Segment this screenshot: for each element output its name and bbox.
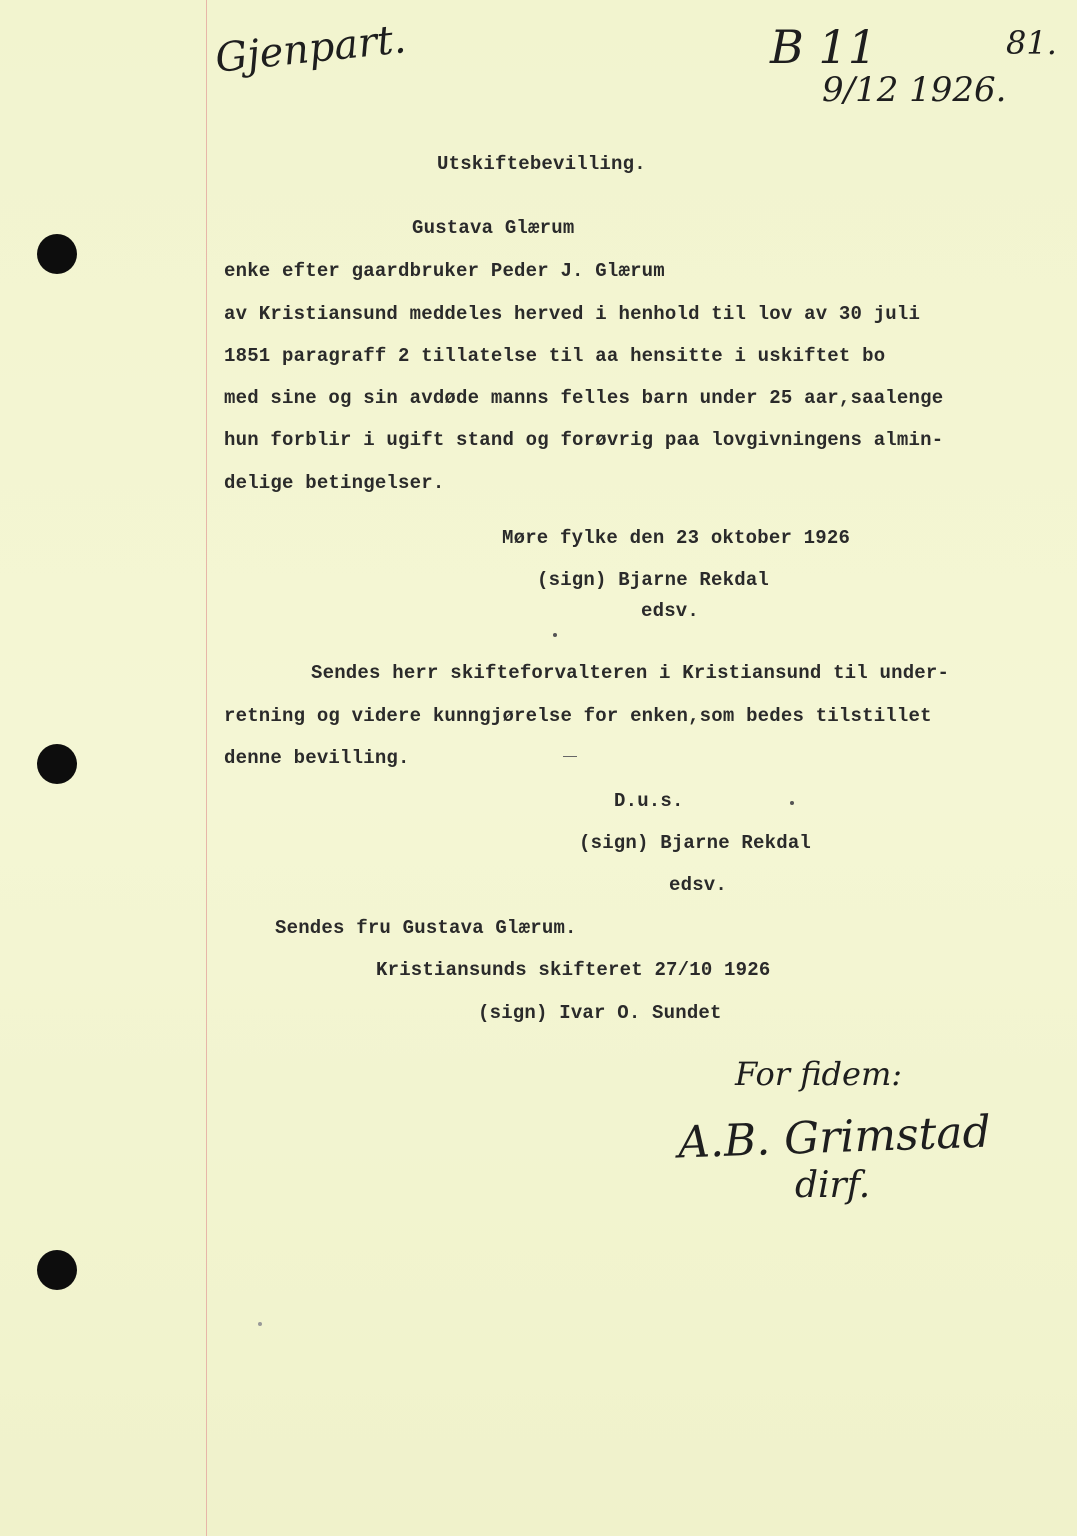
annotation-page-number: 81. (1006, 24, 1057, 62)
forwarding-line-2: retning og videre kunngjørelse for enken,som bedes tilstillet (224, 705, 932, 727)
body-line-3: 1851 paragraff 2 tillatelse til aa hensitte i uskiftet bo (224, 345, 886, 367)
body-line-2: av Kristiansund meddeles herved i henhold til lov av 30 juli (224, 303, 921, 325)
certification-title: dirf. (795, 1165, 871, 1206)
annotation-gjenpart: Gjenpart. (213, 16, 409, 82)
body-line-5: hun forblir i ugift stand og forøvrig paa lovgivningens almin- (224, 429, 944, 451)
scan-speck (790, 801, 794, 805)
forwarding-title: edsv. (669, 874, 728, 896)
certification-note: For fidem: (735, 1055, 903, 1093)
addressee: Gustava Glærum (412, 217, 575, 239)
annotation-register-date: 9/12 1926. (822, 70, 1007, 110)
document-title: Utskiftebevilling. (437, 153, 646, 175)
forwarding-line-3: denne bevilling. (224, 747, 410, 769)
margin-rule (206, 0, 207, 1536)
body-line-6: delige betingelser. (224, 472, 445, 494)
annotation-register-mark: B 11 (770, 20, 877, 74)
final-send-to: Sendes fru Gustava Glærum. (275, 917, 577, 939)
issuance-title: edsv. (641, 600, 700, 622)
punch-hole-middle (37, 744, 77, 784)
scan-speck (553, 633, 557, 637)
body-line-1: enke efter gaardbruker Peder J. Glærum (224, 260, 665, 282)
forwarding-line-1: Sendes herr skifteforvalteren i Kristiansund til under- (311, 662, 950, 684)
body-line-4: med sine og sin avdøde manns felles barn under 25 aar,saalenge (224, 387, 944, 409)
final-place-date: Kristiansunds skifteret 27/10 1926 (376, 959, 771, 981)
scan-speck (258, 1322, 262, 1326)
punch-hole-top (37, 234, 77, 274)
forwarding-signature: (sign) Bjarne Rekdal (579, 832, 812, 854)
issuance-signature: (sign) Bjarne Rekdal (537, 569, 770, 591)
certification-signature: A.B. Grimstad (677, 1106, 992, 1169)
forwarding-closing: D.u.s. (614, 790, 684, 812)
punch-hole-bottom (37, 1250, 77, 1290)
issuance-place-date: Møre fylke den 23 oktober 1926 (502, 527, 851, 549)
scan-dash (563, 756, 577, 757)
final-signature: (sign) Ivar O. Sundet (478, 1002, 722, 1024)
